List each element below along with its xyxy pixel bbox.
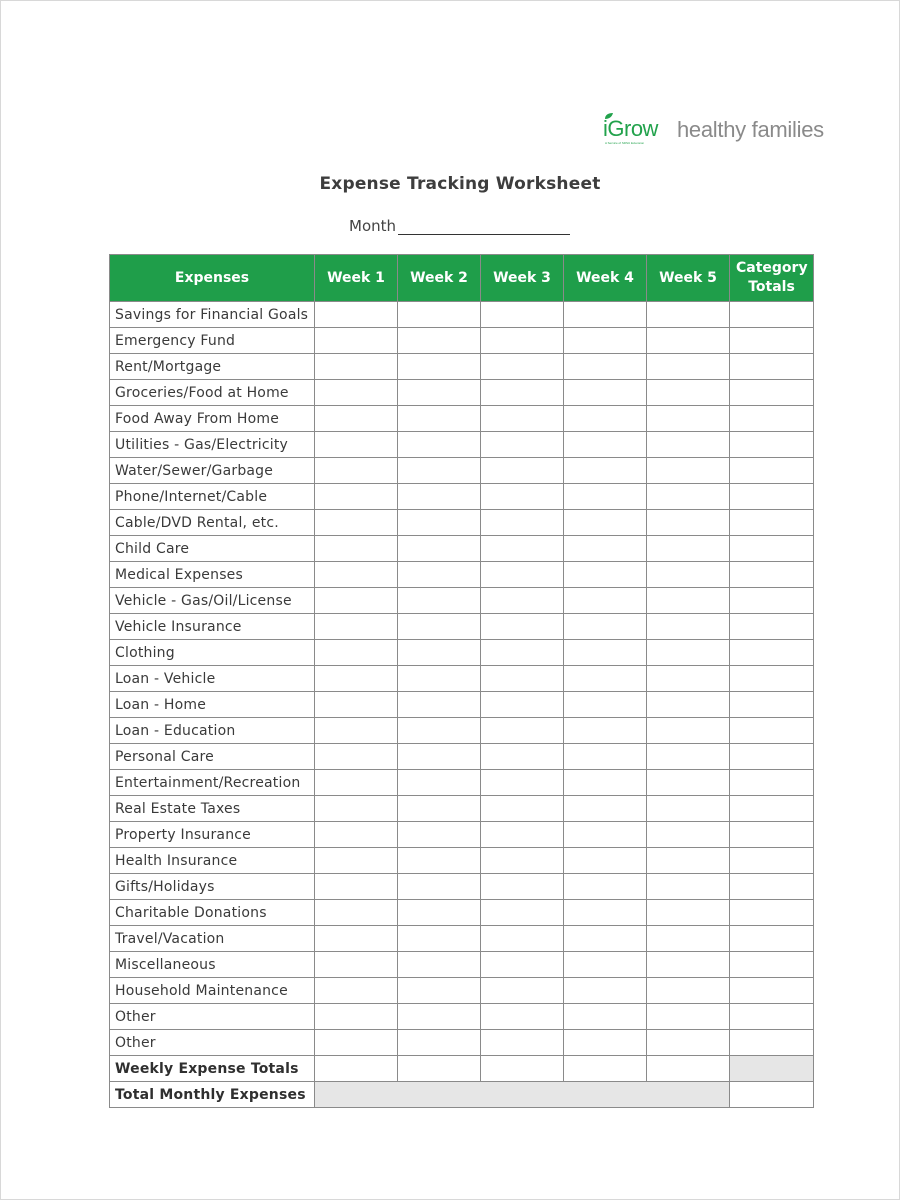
column-header: Week 1 xyxy=(315,255,398,302)
entry-cell[interactable] xyxy=(564,900,647,926)
entry-cell[interactable] xyxy=(730,588,814,614)
expense-label: Phone/Internet/Cable xyxy=(110,484,315,510)
table-row xyxy=(110,1030,814,1056)
entry-cell[interactable] xyxy=(315,874,398,900)
entry-cell[interactable] xyxy=(481,562,564,588)
entry-cell[interactable] xyxy=(730,458,814,484)
entry-cell[interactable] xyxy=(647,640,730,666)
entry-cell[interactable] xyxy=(481,900,564,926)
entry-cell[interactable] xyxy=(398,302,481,328)
table-row xyxy=(110,484,814,510)
entry-cell[interactable] xyxy=(730,380,814,406)
entry-cell[interactable] xyxy=(564,640,647,666)
entry-cell[interactable] xyxy=(398,952,481,978)
table-row xyxy=(110,822,814,848)
table-row xyxy=(110,666,814,692)
expense-label: Personal Care xyxy=(110,744,315,770)
entry-cell[interactable] xyxy=(647,666,730,692)
table-row xyxy=(110,328,814,354)
table-row xyxy=(110,588,814,614)
table-row xyxy=(110,1004,814,1030)
entry-cell[interactable] xyxy=(730,952,814,978)
entry-cell[interactable] xyxy=(481,406,564,432)
entry-cell[interactable] xyxy=(481,952,564,978)
entry-cell[interactable] xyxy=(315,432,398,458)
table-row xyxy=(110,718,814,744)
entry-cell[interactable] xyxy=(730,562,814,588)
entry-cell[interactable] xyxy=(647,1004,730,1030)
entry-cell[interactable] xyxy=(730,1004,814,1030)
entry-cell[interactable] xyxy=(481,354,564,380)
table-row xyxy=(110,770,814,796)
entry-cell[interactable] xyxy=(398,354,481,380)
entry-cell[interactable] xyxy=(481,1030,564,1056)
entry-cell[interactable] xyxy=(647,406,730,432)
entry-cell[interactable] xyxy=(647,926,730,952)
entry-cell[interactable] xyxy=(564,536,647,562)
entry-cell[interactable] xyxy=(398,458,481,484)
entry-cell[interactable] xyxy=(647,874,730,900)
entry-cell[interactable] xyxy=(730,666,814,692)
entry-cell[interactable] xyxy=(647,614,730,640)
expense-label: Utilities - Gas/Electricity xyxy=(110,432,315,458)
entry-cell[interactable] xyxy=(481,380,564,406)
entry-cell[interactable] xyxy=(647,1056,730,1082)
entry-cell[interactable] xyxy=(315,302,398,328)
entry-cell[interactable] xyxy=(481,718,564,744)
expense-label: Child Care xyxy=(110,536,315,562)
entry-cell[interactable] xyxy=(730,874,814,900)
entry-cell[interactable] xyxy=(315,640,398,666)
expense-label: Clothing xyxy=(110,640,315,666)
entry-cell[interactable] xyxy=(481,770,564,796)
entry-cell[interactable] xyxy=(564,796,647,822)
entry-cell[interactable] xyxy=(481,1004,564,1030)
entry-cell[interactable] xyxy=(730,848,814,874)
column-header: Week 3 xyxy=(481,255,564,302)
entry-cell[interactable] xyxy=(647,510,730,536)
entry-cell[interactable] xyxy=(481,432,564,458)
entry-cell[interactable] xyxy=(564,510,647,536)
entry-cell[interactable] xyxy=(647,328,730,354)
column-header: Week 5 xyxy=(647,255,730,302)
entry-cell[interactable] xyxy=(481,458,564,484)
entry-cell[interactable] xyxy=(564,328,647,354)
expense-label: Rent/Mortgage xyxy=(110,354,315,380)
entry-cell[interactable] xyxy=(315,1004,398,1030)
expense-label: Emergency Fund xyxy=(110,328,315,354)
shaded-cell xyxy=(730,1056,814,1082)
entry-cell[interactable] xyxy=(564,666,647,692)
entry-cell[interactable] xyxy=(398,588,481,614)
entry-cell[interactable] xyxy=(647,744,730,770)
table-row xyxy=(110,900,814,926)
entry-cell[interactable] xyxy=(647,718,730,744)
entry-cell[interactable] xyxy=(730,1030,814,1056)
entry-cell[interactable] xyxy=(647,432,730,458)
entry-cell[interactable] xyxy=(730,432,814,458)
entry-cell[interactable] xyxy=(315,692,398,718)
expense-label: Miscellaneous xyxy=(110,952,315,978)
entry-cell[interactable] xyxy=(315,744,398,770)
entry-cell[interactable] xyxy=(481,1056,564,1082)
entry-cell[interactable] xyxy=(398,978,481,1004)
entry-cell[interactable] xyxy=(315,822,398,848)
entry-cell[interactable] xyxy=(315,588,398,614)
entry-cell[interactable] xyxy=(730,406,814,432)
entry-cell[interactable] xyxy=(564,484,647,510)
entry-cell[interactable] xyxy=(564,562,647,588)
expense-label: Other xyxy=(110,1004,315,1030)
table-row xyxy=(110,978,814,1004)
entry-cell[interactable] xyxy=(730,718,814,744)
entry-cell[interactable] xyxy=(647,692,730,718)
entry-cell[interactable] xyxy=(398,874,481,900)
entry-cell[interactable] xyxy=(730,354,814,380)
entry-cell[interactable] xyxy=(647,796,730,822)
entry-cell[interactable] xyxy=(481,588,564,614)
table-row xyxy=(110,640,814,666)
entry-cell[interactable] xyxy=(481,822,564,848)
expense-label: Groceries/Food at Home xyxy=(110,380,315,406)
entry-cell[interactable] xyxy=(647,484,730,510)
table-row xyxy=(110,874,814,900)
table-row xyxy=(110,952,814,978)
entry-cell[interactable] xyxy=(481,328,564,354)
entry-cell[interactable] xyxy=(647,536,730,562)
table-row xyxy=(110,848,814,874)
entry-cell[interactable] xyxy=(730,302,814,328)
column-header: Expenses xyxy=(110,255,315,302)
expense-label: Weekly Expense Totals xyxy=(110,1056,315,1082)
entry-cell[interactable] xyxy=(564,588,647,614)
entry-cell[interactable] xyxy=(564,952,647,978)
entry-cell[interactable] xyxy=(564,614,647,640)
entry-cell[interactable] xyxy=(315,614,398,640)
expense-label: Vehicle Insurance xyxy=(110,614,315,640)
entry-cell[interactable] xyxy=(481,510,564,536)
entry-cell[interactable] xyxy=(564,380,647,406)
page-title: Expense Tracking Worksheet xyxy=(319,174,601,194)
expense-label: Savings for Financial Goals xyxy=(110,302,315,328)
entry-cell[interactable] xyxy=(481,848,564,874)
entry-cell[interactable] xyxy=(481,744,564,770)
entry-cell[interactable] xyxy=(647,588,730,614)
entry-cell[interactable] xyxy=(398,744,481,770)
entry-cell[interactable] xyxy=(315,380,398,406)
entry-cell[interactable] xyxy=(730,536,814,562)
table-row xyxy=(110,380,814,406)
expense-label: Loan - Vehicle xyxy=(110,666,315,692)
entry-cell[interactable] xyxy=(647,354,730,380)
entry-cell[interactable] xyxy=(315,718,398,744)
entry-cell[interactable] xyxy=(481,926,564,952)
entry-cell[interactable] xyxy=(647,770,730,796)
entry-cell[interactable] xyxy=(564,432,647,458)
expense-label: Travel/Vacation xyxy=(110,926,315,952)
entry-cell[interactable] xyxy=(315,926,398,952)
entry-cell[interactable] xyxy=(481,640,564,666)
logo-subtext: A Service of SDSU Extension xyxy=(605,141,645,145)
entry-cell[interactable] xyxy=(730,640,814,666)
entry-cell[interactable] xyxy=(398,926,481,952)
expense-label: Other xyxy=(110,1030,315,1056)
entry-cell[interactable] xyxy=(730,978,814,1004)
entry-cell[interactable] xyxy=(398,432,481,458)
month-field xyxy=(349,217,570,235)
entry-cell[interactable] xyxy=(398,1030,481,1056)
entry-cell[interactable] xyxy=(564,1004,647,1030)
entry-cell[interactable] xyxy=(398,718,481,744)
entry-cell[interactable] xyxy=(398,796,481,822)
expense-label: Water/Sewer/Garbage xyxy=(110,458,315,484)
entry-cell[interactable] xyxy=(730,484,814,510)
column-header: Category Totals xyxy=(730,255,814,302)
expense-label: Charitable Donations xyxy=(110,900,315,926)
column-header: Week 2 xyxy=(398,255,481,302)
expense-label: Food Away From Home xyxy=(110,406,315,432)
expense-label: Property Insurance xyxy=(110,822,315,848)
weekly-totals-row xyxy=(110,1056,814,1082)
entry-cell[interactable] xyxy=(564,406,647,432)
entry-cell[interactable] xyxy=(398,822,481,848)
entry-cell[interactable] xyxy=(481,796,564,822)
entry-cell[interactable] xyxy=(481,484,564,510)
month-input-line[interactable] xyxy=(398,218,570,235)
entry-cell[interactable] xyxy=(564,458,647,484)
entry-cell[interactable] xyxy=(564,770,647,796)
entry-cell[interactable] xyxy=(647,900,730,926)
entry-cell[interactable] xyxy=(481,614,564,640)
entry-cell[interactable] xyxy=(398,510,481,536)
entry-cell[interactable] xyxy=(647,380,730,406)
entry-cell[interactable] xyxy=(564,692,647,718)
entry-cell[interactable] xyxy=(481,692,564,718)
expense-label: Medical Expenses xyxy=(110,562,315,588)
entry-cell[interactable] xyxy=(730,796,814,822)
table-row xyxy=(110,926,814,952)
table-row xyxy=(110,510,814,536)
logo-brand: iGrow xyxy=(603,116,658,141)
entry-cell[interactable] xyxy=(564,822,647,848)
entry-cell[interactable] xyxy=(730,744,814,770)
entry-cell[interactable] xyxy=(564,978,647,1004)
monthly-total-row xyxy=(110,1082,814,1108)
entry-cell[interactable] xyxy=(398,770,481,796)
entry-cell[interactable] xyxy=(730,510,814,536)
entry-cell[interactable] xyxy=(398,666,481,692)
entry-cell[interactable] xyxy=(315,354,398,380)
entry-cell[interactable] xyxy=(398,614,481,640)
expense-label: Household Maintenance xyxy=(110,978,315,1004)
entry-cell[interactable] xyxy=(398,848,481,874)
entry-cell[interactable] xyxy=(315,536,398,562)
table-row xyxy=(110,614,814,640)
entry-cell[interactable] xyxy=(315,562,398,588)
entry-cell[interactable] xyxy=(315,1056,398,1082)
shaded-cell xyxy=(315,1082,730,1108)
entry-cell[interactable] xyxy=(315,1030,398,1056)
entry-cell[interactable] xyxy=(398,562,481,588)
entry-cell[interactable] xyxy=(730,328,814,354)
entry-cell[interactable] xyxy=(564,1030,647,1056)
entry-cell[interactable] xyxy=(481,302,564,328)
expense-label: Real Estate Taxes xyxy=(110,796,315,822)
entry-cell[interactable] xyxy=(398,1004,481,1030)
entry-cell[interactable] xyxy=(315,978,398,1004)
entry-cell[interactable] xyxy=(730,822,814,848)
entry-cell[interactable] xyxy=(315,952,398,978)
entry-cell[interactable] xyxy=(315,458,398,484)
table-row xyxy=(110,796,814,822)
entry-cell[interactable] xyxy=(730,692,814,718)
entry-cell[interactable] xyxy=(398,640,481,666)
entry-cell[interactable] xyxy=(647,1030,730,1056)
entry-cell[interactable] xyxy=(315,900,398,926)
entry-cell[interactable] xyxy=(647,458,730,484)
expense-table xyxy=(109,254,814,1108)
expense-label: Vehicle - Gas/Oil/License xyxy=(110,588,315,614)
expense-label: Cable/DVD Rental, etc. xyxy=(110,510,315,536)
entry-cell[interactable] xyxy=(647,978,730,1004)
entry-cell[interactable] xyxy=(730,614,814,640)
entry-cell[interactable] xyxy=(398,536,481,562)
table-row xyxy=(110,302,814,328)
logo-tagline: healthy families xyxy=(677,117,824,142)
entry-cell[interactable] xyxy=(647,302,730,328)
entry-cell[interactable] xyxy=(564,744,647,770)
expense-label: Loan - Home xyxy=(110,692,315,718)
entry-cell[interactable] xyxy=(564,848,647,874)
column-header: Week 4 xyxy=(564,255,647,302)
entry-cell[interactable] xyxy=(730,770,814,796)
entry-cell[interactable] xyxy=(730,926,814,952)
entry-cell[interactable] xyxy=(564,1056,647,1082)
entry-cell[interactable] xyxy=(398,484,481,510)
month-label: Month xyxy=(349,217,397,235)
expense-label: Total Monthly Expenses xyxy=(110,1082,315,1108)
expense-label: Loan - Education xyxy=(110,718,315,744)
entry-cell[interactable] xyxy=(564,874,647,900)
entry-cell[interactable] xyxy=(315,484,398,510)
expense-label: Gifts/Holidays xyxy=(110,874,315,900)
table-row xyxy=(110,692,814,718)
table-row xyxy=(110,744,814,770)
table-row xyxy=(110,536,814,562)
entry-cell[interactable] xyxy=(398,328,481,354)
entry-cell[interactable] xyxy=(564,302,647,328)
entry-cell[interactable] xyxy=(481,978,564,1004)
entry-cell[interactable] xyxy=(481,874,564,900)
entry-cell[interactable] xyxy=(564,926,647,952)
entry-cell[interactable] xyxy=(315,770,398,796)
entry-cell[interactable] xyxy=(730,900,814,926)
entry-cell[interactable] xyxy=(315,328,398,354)
table-header-row xyxy=(110,255,814,302)
entry-cell[interactable] xyxy=(564,718,647,744)
entry-cell[interactable] xyxy=(315,796,398,822)
table-body xyxy=(110,302,814,1108)
entry-cell[interactable] xyxy=(647,848,730,874)
expense-label: Entertainment/Recreation xyxy=(110,770,315,796)
table-row xyxy=(110,432,814,458)
entry-cell[interactable] xyxy=(647,822,730,848)
entry-cell[interactable] xyxy=(564,354,647,380)
entry-cell[interactable] xyxy=(398,380,481,406)
total-cell[interactable] xyxy=(730,1082,814,1108)
expense-label: Health Insurance xyxy=(110,848,315,874)
entry-cell[interactable] xyxy=(481,666,564,692)
entry-cell[interactable] xyxy=(398,406,481,432)
entry-cell[interactable] xyxy=(315,666,398,692)
table-row xyxy=(110,354,814,380)
entry-cell[interactable] xyxy=(398,1056,481,1082)
entry-cell[interactable] xyxy=(315,510,398,536)
igrow-logo xyxy=(603,112,833,152)
entry-cell[interactable] xyxy=(315,406,398,432)
entry-cell[interactable] xyxy=(315,848,398,874)
entry-cell[interactable] xyxy=(647,952,730,978)
entry-cell[interactable] xyxy=(398,692,481,718)
entry-cell[interactable] xyxy=(647,562,730,588)
entry-cell[interactable] xyxy=(481,536,564,562)
table-row xyxy=(110,406,814,432)
entry-cell[interactable] xyxy=(398,900,481,926)
table-row xyxy=(110,458,814,484)
table-row xyxy=(110,562,814,588)
